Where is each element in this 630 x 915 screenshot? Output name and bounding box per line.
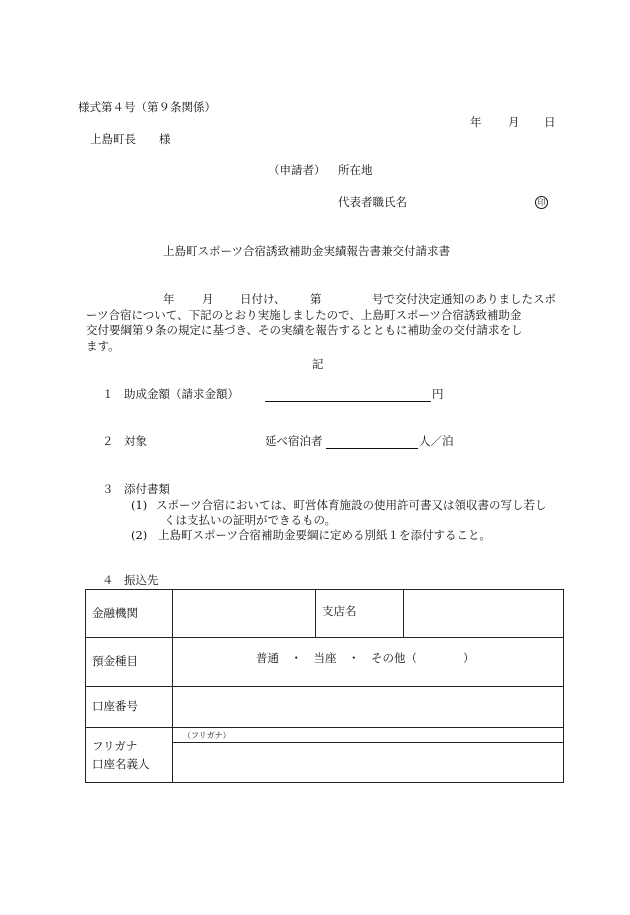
para-line4: ます。 <box>86 339 120 353</box>
furigana-field[interactable] <box>173 728 564 743</box>
item3-sub1-line2: くは支払いの証明ができるもの。 <box>164 513 337 527</box>
item1-amount-line[interactable] <box>265 401 431 402</box>
seal-icon: 印 <box>535 196 548 209</box>
para-line3: 交付要綱第９条の規定に基づき、その実績を報告するとともに補助金の交付請求をし <box>86 323 523 337</box>
para-month: 月 <box>202 292 214 306</box>
item1-number: １ <box>102 387 114 401</box>
account-holder-label: 口座名義人 <box>92 757 150 771</box>
date-year-label: 年 <box>470 115 482 129</box>
item4-label: 振込先 <box>124 573 159 587</box>
item1-unit: 円 <box>432 387 444 401</box>
item2-unit: 人／泊 <box>419 434 454 448</box>
para-year: 年 <box>163 292 175 306</box>
bank-transfer-table <box>85 589 564 783</box>
financial-institution-label: 金融機関 <box>86 590 173 638</box>
representative-label: 代表者職氏名 <box>338 195 407 209</box>
account-number-field[interactable] <box>173 687 564 728</box>
table-row-deposit-type <box>86 638 564 687</box>
deposit-type-options[interactable]: 普通 ・ 当座 ・ その他（ ） <box>173 638 564 687</box>
table-row-financial-institution <box>86 590 564 638</box>
item2-sub-label: 延べ宿泊者 <box>265 434 323 448</box>
item1-label: 助成金額（請求金額） <box>124 387 239 401</box>
item2-label: 対象 <box>124 434 147 448</box>
para-line2: ーツ合宿について、下記のとおり実施しましたので、上島町スポーツ合宿誘致補助金 <box>86 308 522 322</box>
item3-sub1-line1: スポーツ合宿においては、町営体育施設の使用許可書又は領収書の写し若し <box>156 498 547 512</box>
para-dai: 第 <box>310 292 322 306</box>
branch-name-label: 支店名 <box>316 590 404 638</box>
furigana-label: フリガナ <box>92 739 138 753</box>
seal-mark <box>535 196 548 209</box>
date-day-label: 日 <box>544 115 556 129</box>
financial-institution-field[interactable] <box>173 590 316 638</box>
item4-number: ４ <box>102 573 114 587</box>
item3-label: 添付書類 <box>124 482 170 496</box>
date-month-label: 月 <box>508 115 520 129</box>
item2-number: ２ <box>102 434 114 448</box>
address-label: 所在地 <box>338 163 373 177</box>
table-row-account-number <box>86 687 564 728</box>
item3-sub1-number: (1) <box>131 498 148 512</box>
account-holder-field[interactable] <box>173 743 564 783</box>
item3-number: ３ <box>102 482 114 496</box>
document-title: 上島町スポーツ合宿誘致補助金実績報告書兼交付請求書 <box>163 244 451 258</box>
item3-sub2-text: 上島町スポーツ合宿補助金要綱に定める別紙１を添付すること。 <box>158 528 492 542</box>
furigana-small-label: （フリガナ） <box>183 731 231 741</box>
para-line1-rest: 号で交付決定通知のありましたスポ <box>372 292 556 306</box>
item3-sub2-number: (2) <box>131 528 148 542</box>
table-row-furigana <box>86 728 564 743</box>
para-date-suffix: 日付け、 <box>240 292 286 306</box>
item2-count-line[interactable] <box>326 448 418 449</box>
account-number-label: 口座番号 <box>86 687 173 728</box>
deposit-type-label: 預金種目 <box>86 638 173 687</box>
form-number: 様式第４号（第９条関係） <box>78 100 216 114</box>
addressee: 上島町長 様 <box>90 132 171 146</box>
applicant-label: （申請者） <box>268 163 326 177</box>
ki-label: 記 <box>312 357 324 371</box>
branch-name-field[interactable] <box>404 590 564 638</box>
account-holder-label-cell <box>86 728 173 783</box>
